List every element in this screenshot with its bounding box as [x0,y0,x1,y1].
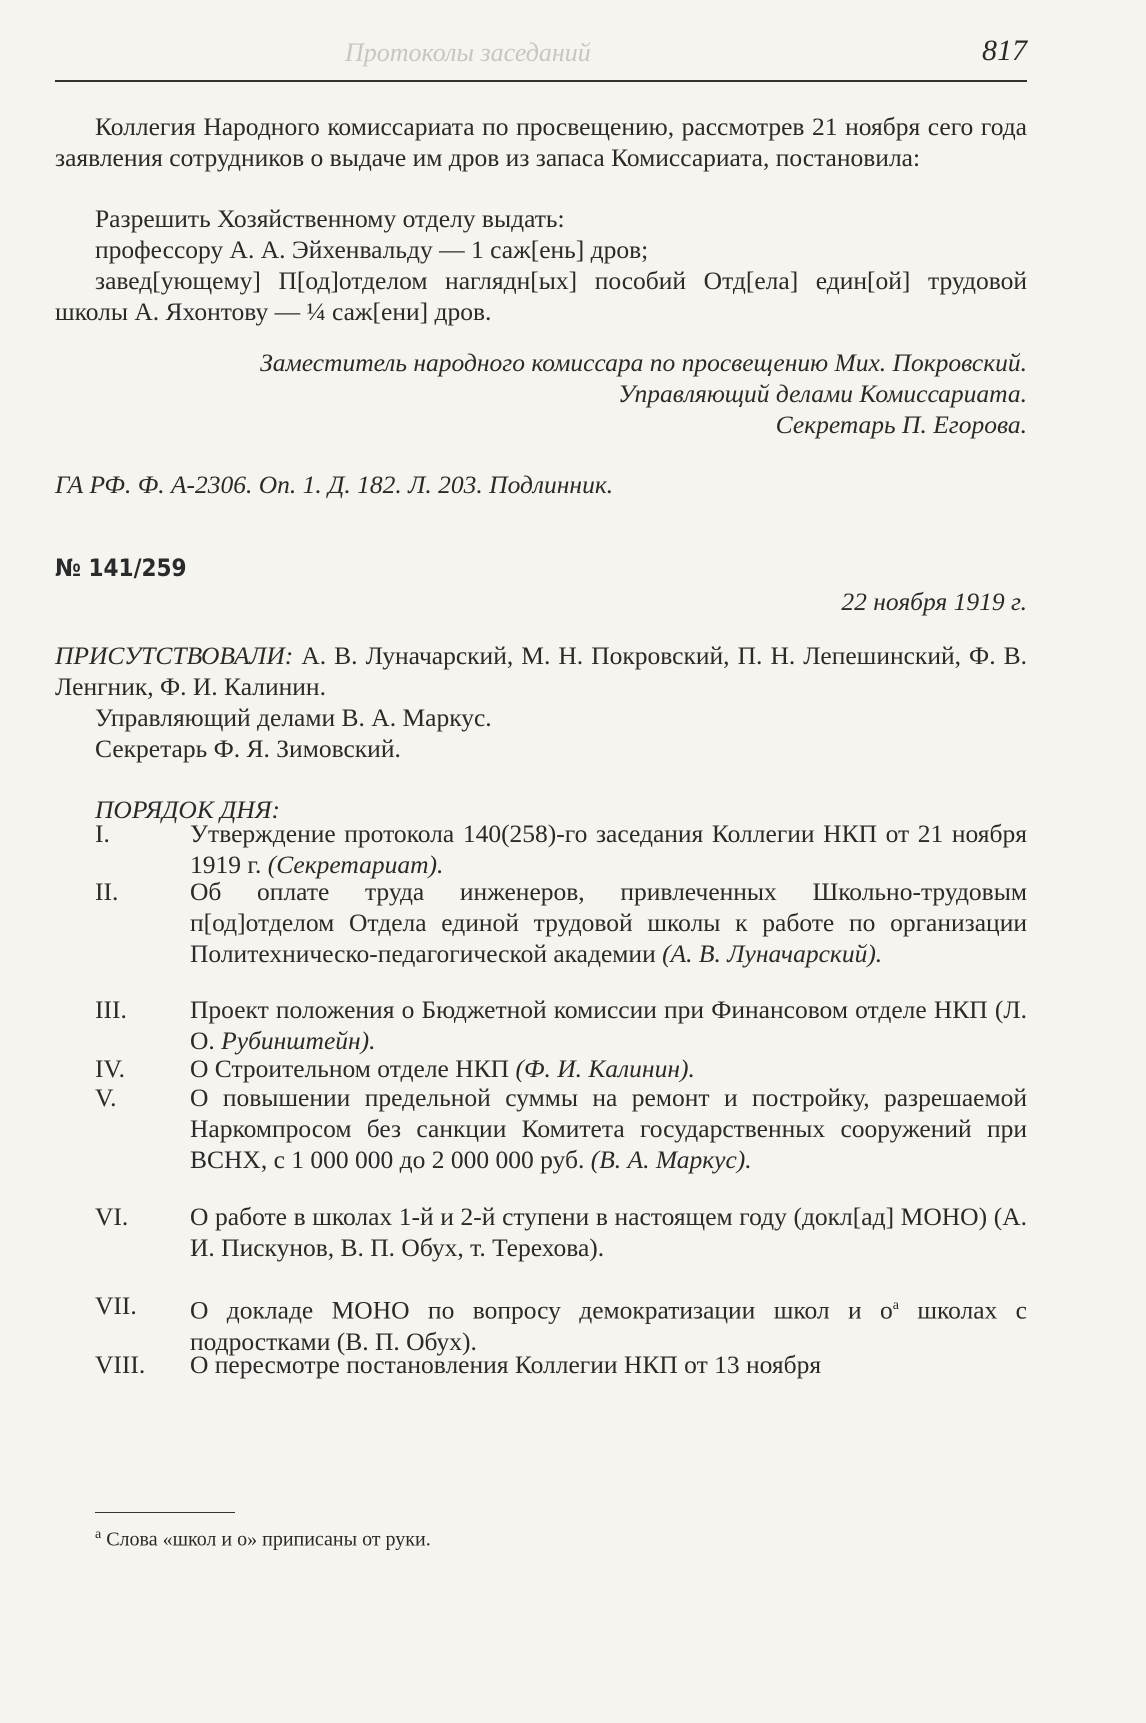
signature-secretary: Секретарь П. Егорова. [775,410,1027,439]
agenda-item-number: VII. [95,1291,137,1320]
agenda-item-author: (В. А. Маркус). [590,1145,752,1174]
agenda-item [95,1349,1027,1380]
running-head: Протоколы заседаний [345,38,591,67]
page-header [55,30,1027,82]
agenda-item-text: Об оплате труда инженеров, привлеченных Школьно-трудовым п[од]отделом Отдела единой трудовой школы к работе по организации Политехническо-педагогической академии [190,877,1027,968]
signature-deputy: Заместитель народного комиссара по просвещению Мих. Покровский. [260,348,1027,377]
agenda-item [95,1290,1027,1357]
agenda-item-number: III. [95,995,127,1024]
agenda-item-number: V. [95,1083,117,1112]
agenda-item-text: Утверждение протокола 140(258)-го заседания Коллегии НКП от 21 ноября 1919 г. [190,819,1027,879]
present-names: А. В. Луначарский, М. Н. Покровский, П. Н. Лепешинский, Ф. В. Ленгник, Ф. И. Калинин. [55,641,1027,701]
intro-paragraph: Коллегия Народного комиссариата по просвещению, рассмотрев 21 ноября сего года заявления сотрудников о выдаче им дров из запаса Комиссариата, постановила: [55,112,1027,172]
intro-item-1: профессору А. А. Эйхенвальду — 1 саж[ень] дров; [95,235,649,264]
agenda-item [95,1082,1027,1175]
agenda-item-number: VI. [95,1202,129,1231]
agenda-item-author: (Ф. И. Калинин). [515,1054,695,1083]
agenda-item-number: II. [95,877,119,906]
agenda-item [95,876,1027,969]
agenda-item-number: IV. [95,1054,125,1083]
present-label: ПРИСУТСТВОВАЛИ: [55,641,294,670]
agenda-item-author: (А. В. Луначарский). [662,939,883,968]
agenda-label: ПОРЯДОК ДНЯ: [95,795,281,824]
archive-source: ГА РФ. Ф. А-2306. Оп. 1. Д. 182. Л. 203. Подлинник. [55,470,614,499]
agenda-item-text: О докладе МОНО по вопросу демократизации школ и о [190,1295,893,1325]
footnote-rule [95,1512,235,1513]
agenda-item-text: О повышении предельной суммы на ремонт и постройку, разрешаемой Наркомпросом без санкции Комитета государственных сооружений при ВСНХ, с 1 000 000 до 2 000 000 руб. [190,1083,1027,1174]
agenda-item-text: Проект положения о Бюджетной комиссии при Финансовом отделе НКП (Л. О. [190,995,1027,1055]
manager-line: Управляющий делами В. А. Маркус. [95,703,492,732]
agenda-item-text-cont: школах с подростками (В. П. Обух). [190,1295,1027,1356]
protocol-date: 22 ноября 1919 г. [841,587,1027,616]
footnote [95,1522,431,1553]
document-page [55,0,1027,1723]
agenda-item-number: I. [95,819,110,848]
agenda-item [95,994,1027,1056]
signature-manager: Управляющий делами Комиссариата. [618,379,1027,408]
agenda-item-author: Рубинштейн). [221,1026,376,1055]
agenda-item-number: VIII. [95,1350,146,1379]
intro-permit: Разрешить Хозяйственному отделу выдать: [95,204,565,233]
footnote-marker: а [892,1298,899,1313]
agenda-item-author: (Секретариат). [267,850,444,879]
agenda-item [95,818,1027,880]
protocol-number: № 141/259 [55,554,187,582]
present-paragraph [55,640,1027,702]
agenda-item [95,1053,1027,1084]
agenda-item-text: О работе в школах 1-й и 2-й ступени в настоящем году (докл[ад] МОНО) (А. И. Пискунов, В. П. Обух, т. Терехова). [190,1202,1027,1262]
secretary-line: Секретарь Ф. Я. Зимовский. [95,734,401,763]
page-number: 817 [982,34,1027,67]
agenda-item [95,1201,1027,1263]
footnote-text: Слова «школ и о» приписаны от руки. [101,1528,431,1551]
agenda-item-text: О Строительном отделе НКП [190,1054,510,1083]
footnote-mark: а [95,1527,102,1542]
intro-item-2: завед[ующему] П[од]отделом наглядн[ых] пособий Отд[ела] един[ой] трудовой школы А. Яхонтову — ¼ саж[ени] дров. [55,266,1027,326]
agenda-item-text: О пересмотре постановления Коллегии НКП от 13 ноября [190,1350,822,1379]
